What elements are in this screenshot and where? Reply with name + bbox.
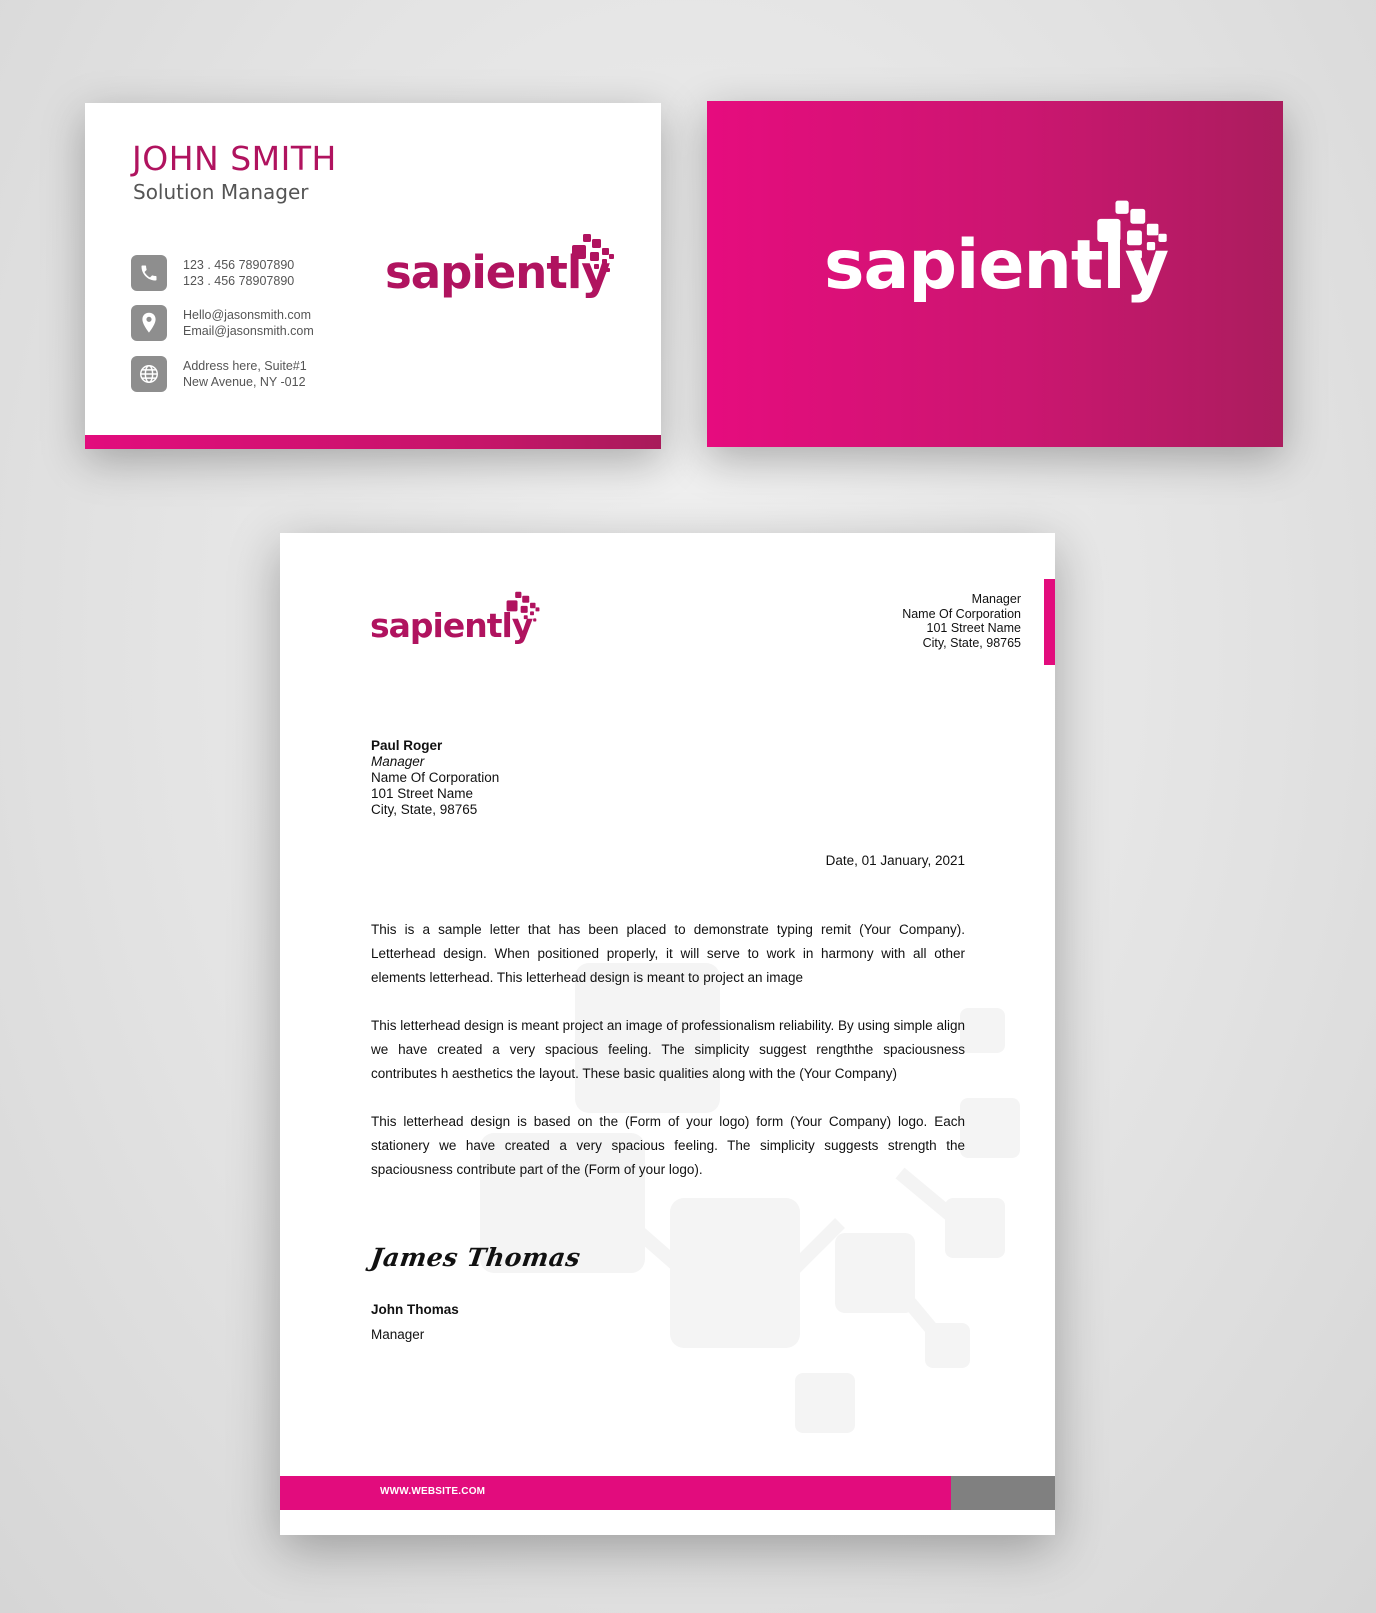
letterhead-side-accent	[1044, 579, 1055, 665]
email-line-1: Hello@jasonsmith.com	[183, 308, 312, 322]
email-line-2: Email@jasonsmith.com	[183, 324, 314, 338]
contact-phone	[131, 255, 294, 291]
sender-city: City, State, 98765	[922, 635, 1021, 650]
recipient-address-block	[371, 738, 499, 818]
logo-wordmark: sapiently	[824, 226, 1169, 305]
card-person-name: JOHN SMITH	[132, 139, 337, 178]
recipient-title: Manager	[371, 754, 425, 769]
card-back-logo	[824, 199, 1184, 319]
sender-address-block	[902, 592, 1021, 650]
sender-street: 101 Street Name	[926, 621, 1021, 635]
sender-title: Manager	[971, 592, 1021, 606]
signer-title: Manager	[371, 1327, 425, 1342]
recipient-company: Name Of Corporation	[371, 770, 500, 785]
logo-wordmark: sapiently	[370, 606, 533, 645]
logo-wordmark: sapiently	[385, 246, 610, 299]
contact-address	[131, 356, 307, 392]
letter-paragraph: This letterhead design is based on the (Form of your logo) form (Your Company) logo. Each stationery we have created a very spacious feeling. The simplicity suggests strength the spaciousness contribute part of the (Form of your logo).	[371, 1114, 965, 1177]
card-front-logo	[385, 231, 625, 311]
footer-website: WWW.WEBSITE.COM	[380, 1486, 486, 1497]
signature: James Thomas	[368, 1243, 583, 1272]
letterhead-page	[280, 533, 1055, 1535]
card-person-title: Solution Manager	[133, 180, 309, 204]
recipient-city: City, State, 98765	[371, 802, 478, 817]
globe-icon	[131, 356, 167, 392]
card-front-stripe	[85, 435, 661, 449]
sender-company: Name Of Corporation	[902, 606, 1021, 621]
recipient-name: Paul Roger	[371, 738, 443, 753]
recipient-street: 101 Street Name	[371, 786, 474, 801]
letterhead-logo	[370, 591, 550, 651]
letter-date: Date, 01 January, 2021	[825, 853, 965, 868]
letter-paragraph: This letterhead design is meant project an image of professionalism reliability. By using simple align we have created a very spacious feeling. The simplicity suggest rengththe spaciousness contributes h aesthetics the layout. These basic qualities along with the (Your Company)	[371, 1018, 965, 1081]
phone-line-2: 123 . 456 78907890	[183, 274, 295, 288]
phone-line-1: 123 . 456 78907890	[183, 258, 295, 272]
location-pin-icon	[131, 305, 167, 341]
letterhead-footer-gray-block	[951, 1476, 1055, 1510]
letterhead-footer-bar	[280, 1476, 951, 1510]
business-card-front	[85, 103, 661, 449]
business-card-back	[707, 101, 1283, 447]
letter-body	[371, 918, 965, 1206]
address-line-2: New Avenue, NY -012	[183, 375, 306, 389]
contact-email	[131, 305, 314, 341]
address-line-1: Address here, Suite#1	[183, 359, 307, 373]
phone-icon	[131, 255, 167, 291]
signer-name: John Thomas	[371, 1302, 459, 1317]
letter-paragraph: This is a sample letter that has been placed to demonstrate typing remit (Your Company). Letterhead design. When positioned properly, it will serve to work in harmony with all other elements letterhead. This letterhead design is meant to project an image	[371, 922, 965, 985]
